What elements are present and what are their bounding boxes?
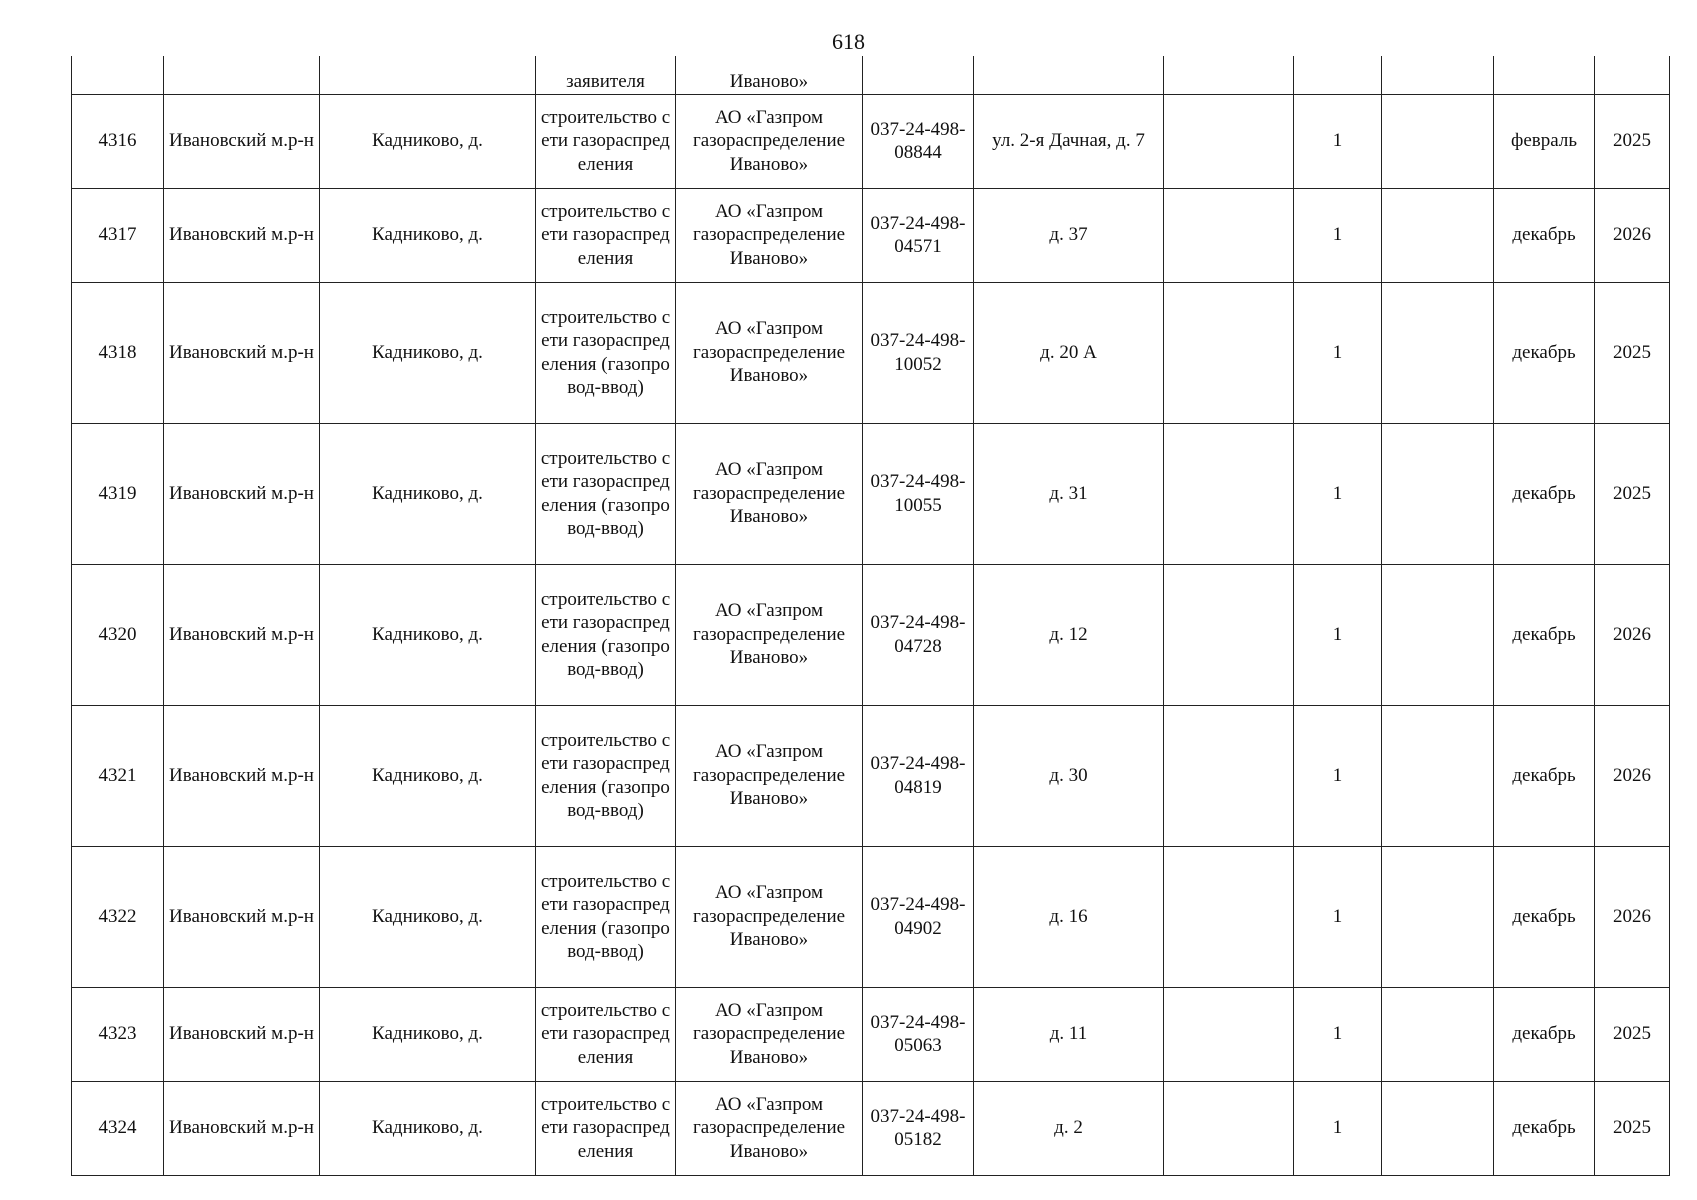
cell-col8 — [1164, 94, 1294, 188]
cell-address: д. 31 — [974, 423, 1164, 564]
cell-col8 — [1164, 987, 1294, 1081]
cell-year: 2025 — [1595, 423, 1670, 564]
cell-app-number: 037-24-498-10055 — [863, 423, 974, 564]
cell-col8 — [1164, 564, 1294, 705]
cell-address: д. 20 А — [974, 282, 1164, 423]
cell-address: д. 2 — [974, 1081, 1164, 1175]
cell-col10 — [1382, 94, 1494, 188]
cell-num: 4317 — [72, 188, 164, 282]
cell-col8 — [1164, 56, 1294, 94]
cell-num: 4319 — [72, 423, 164, 564]
cell-purpose: строительство сети газораспределения — [536, 987, 676, 1081]
cell-purpose: строительство сети газораспределения (газопровод-ввод) — [536, 564, 676, 705]
cell-app-number: 037-24-498-04819 — [863, 705, 974, 846]
cell-app-number: 037-24-498-04728 — [863, 564, 974, 705]
cell-settlement — [320, 56, 536, 94]
cell-settlement: Кадниково, д. — [320, 987, 536, 1081]
cell-purpose: строительство сети газораспределения — [536, 188, 676, 282]
cell-address: д. 12 — [974, 564, 1164, 705]
gasification-register-table — [71, 56, 1670, 1176]
cell-count: 1 — [1294, 188, 1382, 282]
cell-num: 4323 — [72, 987, 164, 1081]
cell-col8 — [1164, 1081, 1294, 1175]
cell-year: 2025 — [1595, 282, 1670, 423]
table-row — [72, 846, 1670, 987]
cell-settlement: Кадниково, д. — [320, 705, 536, 846]
cell-year: 2026 — [1595, 705, 1670, 846]
cell-month: февраль — [1494, 94, 1595, 188]
cell-organization: АО «Газпром газораспределение Иваново» — [676, 423, 863, 564]
cell-organization: АО «Газпром газораспределение Иваново» — [676, 94, 863, 188]
cell-district: Ивановский м.р-н — [164, 1081, 320, 1175]
cell-purpose: заявителя — [536, 56, 676, 94]
cell-col8 — [1164, 282, 1294, 423]
cell-app-number: 037-24-498-08844 — [863, 94, 974, 188]
cell-count: 1 — [1294, 987, 1382, 1081]
cell-settlement: Кадниково, д. — [320, 188, 536, 282]
cell-address: д. 16 — [974, 846, 1164, 987]
cell-settlement: Кадниково, д. — [320, 1081, 536, 1175]
cell-col10 — [1382, 56, 1494, 94]
cell-num — [72, 56, 164, 94]
cell-month — [1494, 56, 1595, 94]
cell-col10 — [1382, 846, 1494, 987]
cell-num: 4324 — [72, 1081, 164, 1175]
cell-month: декабрь — [1494, 705, 1595, 846]
cell-district: Ивановский м.р-н — [164, 94, 320, 188]
cell-purpose: строительство сети газораспределения (газопровод-ввод) — [536, 705, 676, 846]
cell-settlement: Кадниково, д. — [320, 846, 536, 987]
cell-app-number: 037-24-498-10052 — [863, 282, 974, 423]
cell-purpose: строительство сети газораспределения (газопровод-ввод) — [536, 282, 676, 423]
cell-district: Ивановский м.р-н — [164, 987, 320, 1081]
cell-address — [974, 56, 1164, 94]
cell-month: декабрь — [1494, 423, 1595, 564]
cell-organization: АО «Газпром газораспределение Иваново» — [676, 705, 863, 846]
cell-count: 1 — [1294, 423, 1382, 564]
cell-count: 1 — [1294, 282, 1382, 423]
cell-col10 — [1382, 282, 1494, 423]
cell-year: 2026 — [1595, 846, 1670, 987]
cell-settlement: Кадниково, д. — [320, 282, 536, 423]
cell-organization: АО «Газпром газораспределение Иваново» — [676, 846, 863, 987]
cell-col10 — [1382, 987, 1494, 1081]
cell-count: 1 — [1294, 846, 1382, 987]
cell-organization: АО «Газпром газораспределение Иваново» — [676, 987, 863, 1081]
cell-settlement: Кадниково, д. — [320, 564, 536, 705]
cell-app-number: 037-24-498-04571 — [863, 188, 974, 282]
cell-year: 2025 — [1595, 987, 1670, 1081]
cell-district: Ивановский м.р-н — [164, 564, 320, 705]
cell-num: 4322 — [72, 846, 164, 987]
cell-address: д. 37 — [974, 188, 1164, 282]
cell-purpose: строительство сети газораспределения (газопровод-ввод) — [536, 423, 676, 564]
cell-district: Ивановский м.р-н — [164, 423, 320, 564]
cell-col10 — [1382, 188, 1494, 282]
cell-num: 4318 — [72, 282, 164, 423]
cell-count: 1 — [1294, 94, 1382, 188]
cell-count: 1 — [1294, 1081, 1382, 1175]
cell-district — [164, 56, 320, 94]
table-row — [72, 423, 1670, 564]
cell-organization: АО «Газпром газораспределение Иваново» — [676, 282, 863, 423]
cell-num: 4320 — [72, 564, 164, 705]
cell-year: 2025 — [1595, 94, 1670, 188]
cell-year: 2026 — [1595, 188, 1670, 282]
cell-app-number: 037-24-498-04902 — [863, 846, 974, 987]
cell-col8 — [1164, 846, 1294, 987]
table-row — [72, 1081, 1670, 1175]
cell-count: 1 — [1294, 705, 1382, 846]
table-row — [72, 564, 1670, 705]
cell-month: декабрь — [1494, 846, 1595, 987]
continuation-row — [72, 56, 1670, 94]
cell-settlement: Кадниково, д. — [320, 423, 536, 564]
cell-district: Ивановский м.р-н — [164, 282, 320, 423]
cell-app-number — [863, 56, 974, 94]
cell-col10 — [1382, 705, 1494, 846]
cell-organization: Иваново» — [676, 56, 863, 94]
cell-district: Ивановский м.р-н — [164, 705, 320, 846]
table-row — [72, 94, 1670, 188]
cell-count: 1 — [1294, 564, 1382, 705]
cell-year: 2025 — [1595, 1081, 1670, 1175]
cell-num: 4316 — [72, 94, 164, 188]
cell-col10 — [1382, 1081, 1494, 1175]
cell-month: декабрь — [1494, 564, 1595, 705]
cell-purpose: строительство сети газораспределения (газопровод-ввод) — [536, 846, 676, 987]
cell-count — [1294, 56, 1382, 94]
cell-col8 — [1164, 705, 1294, 846]
cell-purpose: строительство сети газораспределения — [536, 1081, 676, 1175]
cell-organization: АО «Газпром газораспределение Иваново» — [676, 188, 863, 282]
cell-settlement: Кадниково, д. — [320, 94, 536, 188]
table-row — [72, 282, 1670, 423]
cell-address: ул. 2-я Дачная, д. 7 — [974, 94, 1164, 188]
cell-month: декабрь — [1494, 188, 1595, 282]
table-row — [72, 705, 1670, 846]
cell-month: декабрь — [1494, 1081, 1595, 1175]
cell-col10 — [1382, 423, 1494, 564]
cell-col8 — [1164, 188, 1294, 282]
table-row — [72, 987, 1670, 1081]
table-row — [72, 188, 1670, 282]
cell-year: 2026 — [1595, 564, 1670, 705]
cell-address: д. 30 — [974, 705, 1164, 846]
cell-num: 4321 — [72, 705, 164, 846]
cell-district: Ивановский м.р-н — [164, 846, 320, 987]
cell-year — [1595, 56, 1670, 94]
cell-col8 — [1164, 423, 1294, 564]
cell-district: Ивановский м.р-н — [164, 188, 320, 282]
page-number: 618 — [832, 29, 865, 54]
cell-purpose: строительство сети газораспределения — [536, 94, 676, 188]
cell-organization: АО «Газпром газораспределение Иваново» — [676, 1081, 863, 1175]
cell-month: декабрь — [1494, 282, 1595, 423]
cell-col10 — [1382, 564, 1494, 705]
cell-organization: АО «Газпром газораспределение Иваново» — [676, 564, 863, 705]
cell-month: декабрь — [1494, 987, 1595, 1081]
cell-address: д. 11 — [974, 987, 1164, 1081]
cell-app-number: 037-24-498-05182 — [863, 1081, 974, 1175]
cell-app-number: 037-24-498-05063 — [863, 987, 974, 1081]
